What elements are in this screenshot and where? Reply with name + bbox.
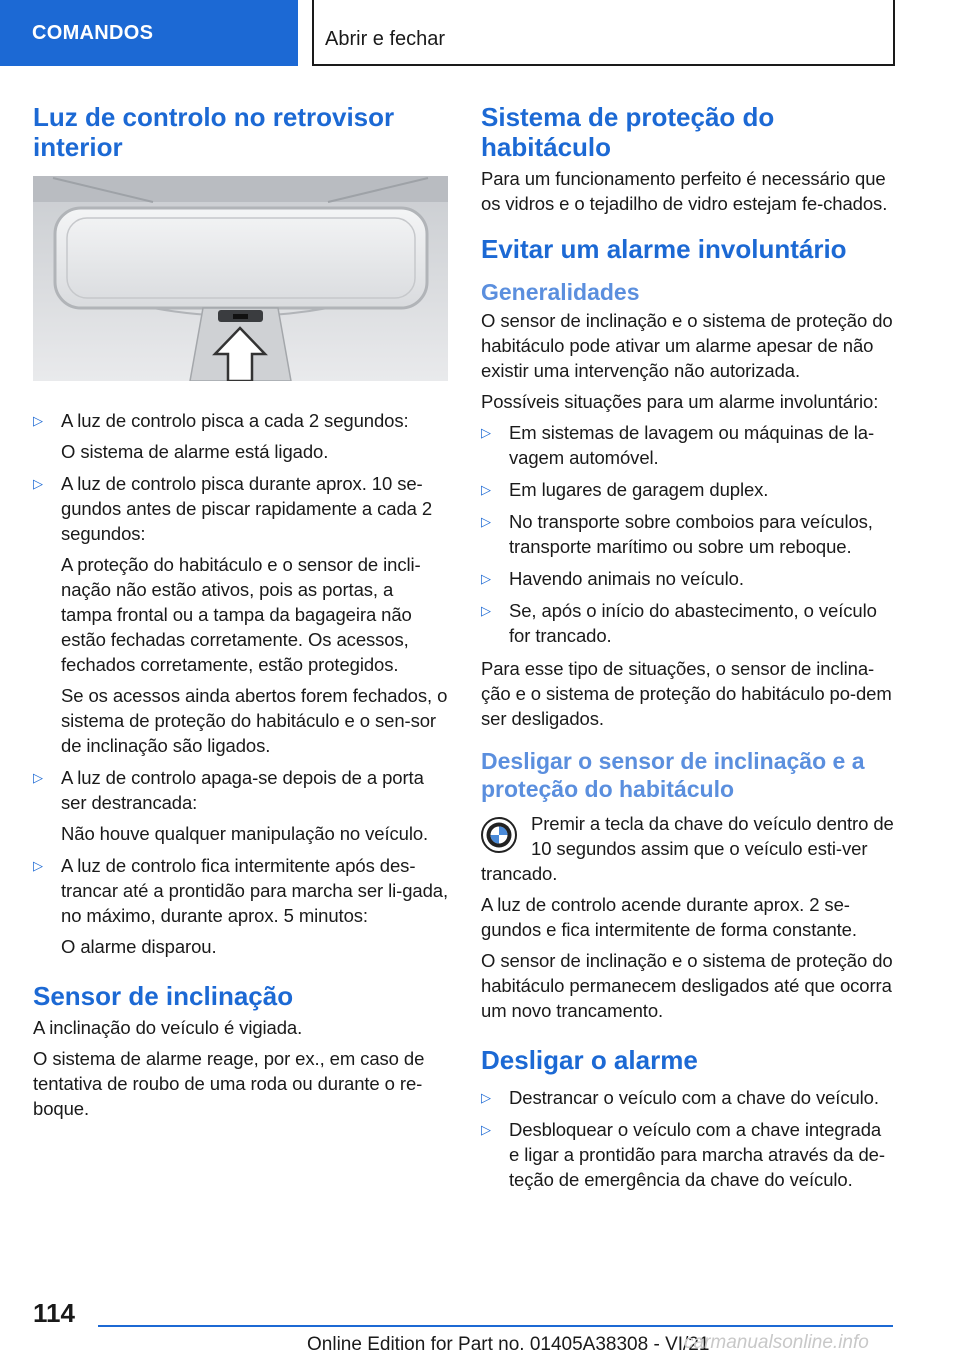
paragraph: O sensor de inclinação e o sistema de proteção do habitáculo pode ativar um alarme apesar de não existir uma intervenção não autorizada. [481, 310, 893, 381]
list-item: ▷ Desbloquear o veículo com a chave integrada e ligar a prontidão para marcha através da de-teção de emergência da chave do veículo. [481, 1119, 885, 1190]
edition-line: Online Edition for Part no. 01405A38308 - VI/21 [307, 1334, 710, 1355]
triangle-right-icon: ▷ [481, 1090, 491, 1105]
section-label: COMANDOS [32, 21, 154, 44]
page-number: 114 [33, 1298, 75, 1328]
heading-disable-sensor: Desligar o sensor de inclinação e a proteção do habitáculo [481, 748, 865, 802]
section-tab [0, 0, 298, 66]
triangle-right-icon: ▷ [481, 1122, 491, 1137]
paragraph: Possíveis situações para um alarme involuntário: [481, 391, 879, 412]
list-item: ▷ A luz de controlo apaga-se depois de a porta ser destrancada: Não houve qualquer manipulação no veículo. [33, 767, 429, 844]
heading-interior-protection: Sistema de proteção do habitáculo [481, 102, 775, 162]
header-divider-right [893, 0, 895, 66]
triangle-right-icon: ▷ [481, 514, 491, 529]
triangle-right-icon: ▷ [481, 603, 491, 618]
triangle-right-icon: ▷ [33, 770, 43, 785]
triangle-right-icon: ▷ [481, 571, 491, 586]
paragraph: Para esse tipo de situações, o sensor de inclina-ção e o sistema de proteção do habitáculo po-dem ser desligados. [481, 658, 892, 729]
list-item: ▷ A luz de controlo fica intermitente após des-trancar até a prontidão para marcha ser li-gada, no máximo, durante aprox. 5 minutos: O alarme disparou. [33, 855, 448, 957]
paragraph: A luz de controlo acende durante aprox. 2 se-gundos e fica intermitente de forma constante. [481, 894, 857, 940]
left-column [33, 102, 448, 1127]
list-item: ▷ A luz de controlo pisca a cada 2 segundos: O sistema de alarme está ligado. [33, 410, 409, 462]
heading-mirror-light: Luz de controlo no retrovisor interior [33, 102, 395, 162]
watermark: carmanualsonline.info [684, 1332, 869, 1353]
paragraph: O sensor de inclinação e o sistema de proteção do habitáculo permanecem desligados até que ocorra um novo trancamento. [481, 950, 893, 1021]
false-alarm-list [481, 420, 896, 648]
paragraph: O sistema de alarme reage, por ex., em caso de tentativa de roubo de uma roda ou durante o re-boque. [33, 1048, 425, 1119]
list-item: ▷ No transporte sobre comboios para veículos, transporte marítimo ou sobre um reboque. [481, 511, 873, 557]
triangle-right-icon: ▷ [481, 425, 491, 440]
right-column [481, 102, 896, 1200]
paragraph: Premir a tecla da chave do veículo dentro de 10 segundos assim que o veículo esti-ver trancado. [481, 813, 894, 884]
disable-alarm-list [481, 1085, 896, 1192]
mirror-light-list [33, 408, 448, 959]
triangle-right-icon: ▷ [33, 476, 43, 491]
paragraph: A inclinação do veículo é vigiada. [33, 1017, 303, 1038]
heading-disable-alarm: Desligar o alarme [481, 1045, 698, 1075]
chapter-title: Abrir e fechar [325, 28, 446, 50]
list-item: ▷ Em lugares de garagem duplex. [481, 479, 769, 500]
heading-avoid-alarm: Evitar um alarme involuntário [481, 234, 847, 264]
bmw-key-button-icon [481, 817, 517, 853]
paragraph: Para um funcionamento perfeito é necessário que os vidros e o tejadilho de vidro estejam fe-chados. [481, 168, 888, 214]
triangle-right-icon: ▷ [33, 858, 43, 873]
list-item: ▷ Destrancar o veículo com a chave do veículo. [481, 1087, 879, 1108]
list-item: ▷ Se, após o início do abastecimento, o veículo for trancado. [481, 600, 877, 646]
header-divider-left [312, 0, 314, 66]
header-underline [312, 64, 895, 66]
list-item: ▷ A luz de controlo pisca durante aprox. 10 se-gundos antes de piscar rapidamente a cada 2 segundos: A proteção do habitáculo e o sensor de incli-nação não estão ativos, pois as portas, a tampa frontal ou a tampa da bagageira não estão fechadas corretamente. Os acessos, fechados corretamente, estão protegidos. Se os acessos ainda abertos forem fechados, o sistema de proteção do habitáculo e o sen-sor de inclinação são ligados. [33, 473, 448, 756]
triangle-right-icon: ▷ [481, 482, 491, 497]
list-item: ▷ Em sistemas de lavagem ou máquinas de la-vagem automóvel. [481, 422, 875, 468]
footer-rule [98, 1325, 893, 1327]
heading-tilt-sensor: Sensor de inclinação [33, 981, 294, 1011]
rearview-mirror-figure [33, 176, 448, 381]
heading-generalities: Generalidades [481, 279, 640, 305]
key-instruction [481, 811, 896, 886]
triangle-right-icon: ▷ [33, 413, 43, 428]
list-item: ▷ Havendo animais no veículo. [481, 568, 744, 589]
